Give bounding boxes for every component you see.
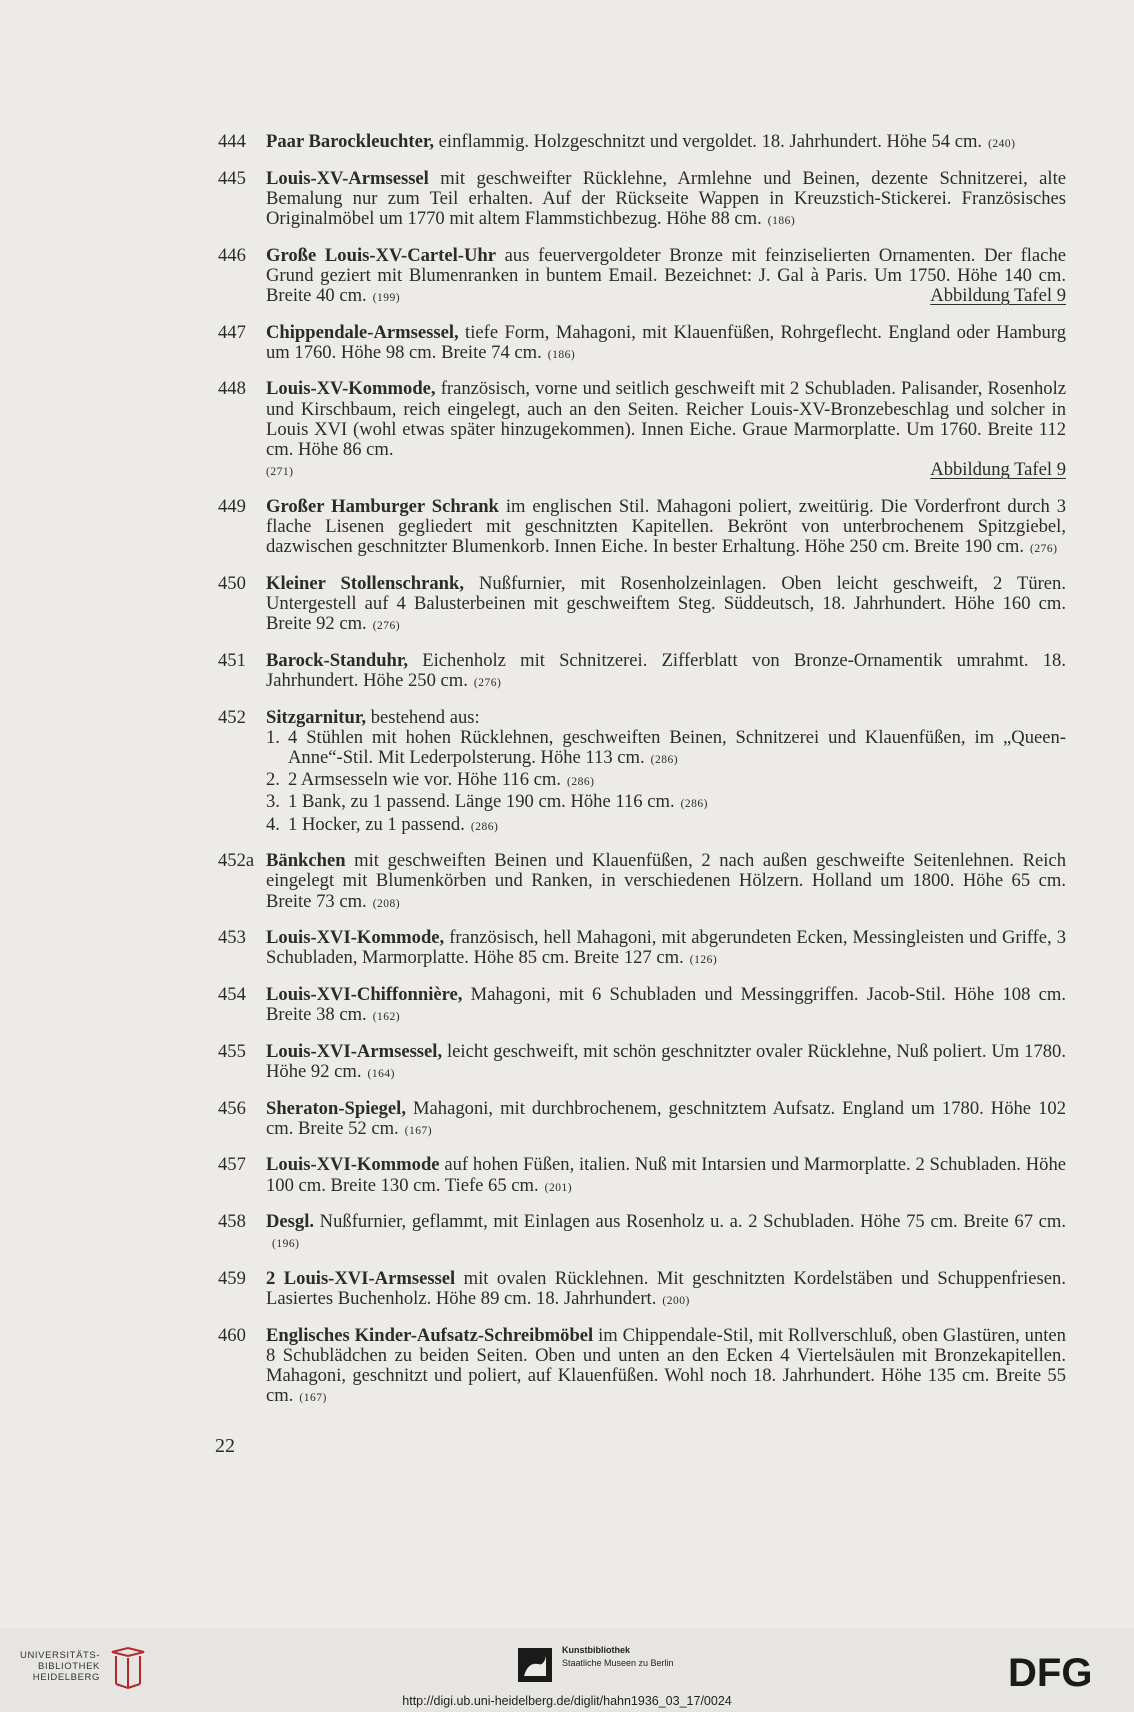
catalog-entry — [218, 708, 1066, 837]
sub-item-reference: (286) — [470, 820, 499, 833]
sub-item-number: 4. — [266, 813, 280, 835]
entry-number: 448 — [218, 378, 246, 400]
catalog-entry — [218, 497, 1066, 560]
entry-number: 450 — [218, 572, 246, 594]
entry-title: Großer Hamburger Schrank — [266, 495, 499, 517]
sub-item-text: 2 Armsesseln wie vor. Höhe 116 cm. — [288, 769, 562, 791]
sub-item-text: 1 Hocker, zu 1 passend. — [288, 813, 465, 835]
catalog-entry — [218, 1326, 1066, 1409]
catalog-entry — [218, 928, 1066, 970]
sub-item-reference: (286) — [680, 798, 709, 811]
entry-reference: (200) — [662, 1295, 690, 1308]
entry-reference: (164) — [367, 1068, 395, 1080]
entry-description: französisch, hell Mahagoni, mit abgerundeten Ecken, Messingleisten und Griffe, 3 Schubladen, Marmorplatte. Höhe 85 cm. Breite 127 cm. — [266, 927, 1066, 969]
entry-reference: (196) — [272, 1238, 300, 1251]
ub-text-line: HEIDELBERG — [32, 1672, 100, 1683]
ub-text-line: UNIVERSITÄTS- — [20, 1650, 101, 1661]
entry-number: 452 — [218, 706, 246, 728]
sub-item-reference: (286) — [567, 776, 595, 789]
entry-reference: (186) — [547, 348, 576, 361]
entry-reference: (167) — [404, 1124, 433, 1137]
entry-title: Chippendale-Armsessel, — [266, 321, 459, 343]
entry-title: Paar Barockleuchter, — [266, 131, 435, 152]
entry-title: Louis-XVI-Kommode, — [266, 927, 445, 949]
sub-item-reference: (286) — [650, 754, 679, 766]
entry-description: tiefe Form, Mahagoni, mit Klauenfüßen, Rohrgeflecht. England oder Hamburg um 1760. Höhe 98 cm. Breite 74 cm. — [266, 321, 1066, 363]
entry-title: Sitzgarnitur, — [266, 706, 367, 728]
sub-item-text: 4 Stühlen mit hohen Rücklehnen, geschweiften Beinen, Schnitzerei und Klauenfüßen, im „Queen-Anne“-Stil. Mit Lederpolsterung. Höhe 113 cm. — [288, 726, 1066, 768]
entry-number: 451 — [218, 649, 246, 671]
entry-description: leicht geschweift, mit schön geschnitzter ovaler Rücklehne, Nuß poliert. Um 1780. Höhe 92 cm. — [266, 1040, 1066, 1082]
entry-reference: (208) — [372, 897, 401, 910]
entry-number: 446 — [218, 244, 246, 266]
kunstbibliothek-text — [562, 1644, 674, 1670]
entry-number: 449 — [218, 495, 246, 517]
entry-number: 452a — [218, 850, 255, 872]
catalog-entry — [218, 379, 1066, 482]
entry-reference: (271) — [266, 466, 294, 479]
plate-reference: Abbildung Tafel 9 — [930, 460, 1066, 481]
entry-title: Bänkchen — [266, 850, 346, 872]
entry-number: 454 — [218, 984, 246, 1005]
entry-title: Barock-Standuhr, — [266, 649, 409, 671]
dfg-logo-text: DFG — [1008, 1654, 1093, 1690]
kb-subtitle: Staatliche Museen zu Berlin — [562, 1658, 674, 1668]
entry-title: Louis-XV-Armsessel — [266, 167, 429, 189]
sub-item-text: 1 Bank, zu 1 passend. Länge 190 cm. Höhe 116 cm. — [288, 791, 675, 813]
entry-title: Kleiner Stollenschrank, — [266, 572, 464, 594]
catalog-entry — [218, 1042, 1066, 1084]
entry-number: 458 — [218, 1211, 246, 1233]
entry-number: 453 — [218, 927, 246, 949]
catalog-entry — [218, 169, 1066, 232]
entry-description: mit ovalen Rücklehnen. Mit geschnitzten Kordelstäben und Schuppenfriesen. Lasiertes Buchenholz. Höhe 89 cm. 18. Jahrhundert. — [266, 1267, 1066, 1310]
entry-reference: (240) — [988, 138, 1016, 150]
catalog-entry — [218, 651, 1066, 693]
sub-item-number: 2. — [266, 769, 280, 791]
entry-description: mit geschweiften Beinen und Klauenfüßen, 2 nach außen geschweifte Seitenlehnen. Reich eingelegt mit Blumenkörben und Ranken, in verschiedenen Hölzern. Holland um 1800. Höhe 65 cm. Breite 73 cm. — [266, 850, 1066, 912]
entry-title: 2 Louis-XVI-Armsessel — [266, 1267, 456, 1289]
sub-item-number: 1. — [266, 726, 280, 748]
entry-number: 445 — [218, 167, 246, 189]
catalog-entry — [218, 1155, 1066, 1197]
entry-reference: (276) — [372, 620, 401, 633]
kunstbibliothek-mark-icon — [518, 1648, 552, 1682]
entry-description: mit geschweifter Rücklehne, Armlehne und Beinen, dezente Schnitzerei, alte Bemalung nur zum Teil erhalten. Auf der Rückseite Wappen in Kreuzstich-Stickerei. Französisches Originalmöbel um 1770 mit altem Flammstichbezug. Höhe 88 cm. — [266, 167, 1066, 229]
entry-description: bestehend aus: — [366, 706, 480, 728]
entry-reference: (201) — [544, 1181, 573, 1194]
entry-tail — [266, 460, 1066, 482]
entry-description: Nußfurnier, mit Rosenholzeinlagen. Oben leicht geschweift, 2 Türen. Untergestell auf 4 Balusterbeinen mit geschweiftem Steg. Süddeutsch, 18. Jahrhundert. Höhe 160 cm. Breite 92 cm. — [266, 572, 1067, 635]
entry-description: Mahagoni, mit 6 Schubladen und Messinggriffen. Jacob-Stil. Höhe 108 cm. Breite 38 cm. — [266, 984, 1066, 1026]
entry-title: Englisches Kinder-Aufsatz-Schreibmöbel — [266, 1324, 594, 1346]
dfg-logo[interactable] — [1008, 1654, 1118, 1690]
entry-title: Louis-XVI-Chiffonnière, — [266, 984, 463, 1005]
entry-description: Nußfurnier, geflammt, mit Einlagen aus Rosenholz u. a. 2 Schubladen. Höhe 75 cm. Breite 67 cm. — [314, 1211, 1066, 1233]
sub-item — [266, 792, 1066, 814]
entry-number: 444 — [218, 131, 246, 152]
entry-description: Eichenholz mit Schnitzerei. Zifferblatt von Bronze-Ornamentik umrahmt. 18. Jahrhundert. Höhe 250 cm. — [266, 649, 1066, 691]
catalog-entry — [218, 574, 1066, 637]
catalog-entry — [218, 132, 1066, 154]
entry-description: einflammig. Holzgeschnitzt und vergoldet. 18. Jahrhundert. Höhe 54 cm. — [434, 131, 983, 152]
entry-reference: (276) — [1029, 543, 1058, 556]
catalog-entry — [218, 851, 1066, 914]
entry-title: Louis-XVI-Armsessel, — [266, 1040, 443, 1062]
entry-description: aus feuervergoldeter Bronze mit feinziselierten Ornamenten. Der flache Grund geziert mit Blumenranken in buntem Email. Bezeichnet: J. Gal à Paris. Um 1750. Höhe 140 cm. Breite 40 cm. — [266, 244, 1066, 306]
entry-title: Louis-XV-Kommode, — [266, 378, 436, 400]
entry-title: Sheraton-Spiegel, — [266, 1097, 406, 1119]
catalog-entry — [218, 1212, 1066, 1254]
entry-reference: (276) — [473, 677, 502, 689]
catalog-entries — [218, 132, 1066, 1423]
entry-title: Louis-XVI-Kommode — [266, 1154, 440, 1176]
entry-title: Große Louis-XV-Cartel-Uhr — [266, 244, 497, 266]
plate-reference: Abbildung Tafel 9 — [930, 285, 1066, 306]
page-number: 22 — [215, 1435, 235, 1457]
entry-number: 447 — [218, 321, 246, 343]
entry-reference: (167) — [299, 1392, 327, 1405]
sub-item — [266, 770, 1066, 792]
entry-reference: (199) — [372, 292, 401, 304]
entry-description: Mahagoni, mit durchbrochenem, geschnitztem Aufsatz. England um 1780. Höhe 102 cm. Breite 52 cm. — [266, 1097, 1066, 1139]
entry-title: Desgl. — [266, 1211, 315, 1233]
sub-item — [266, 728, 1066, 770]
catalog-entry — [218, 323, 1066, 365]
ub-logo-text — [20, 1650, 100, 1683]
entry-number: 460 — [218, 1324, 246, 1346]
ub-emblem-icon — [108, 1646, 148, 1690]
catalog-entry — [218, 985, 1066, 1027]
entry-reference: (126) — [689, 954, 718, 967]
catalog-entry — [218, 1269, 1066, 1311]
entry-description: französisch, vorne und seitlich geschweift mit 2 Schubladen. Palisander, Rosenholz und Kirschbaum, reich eingelegt, auch an den Seiten. Reicher Louis-XV-Bronzebeschlag und solcher in Louis XVI (wohl etwas später hinzugekommen). Innen Eiche. Graue Marmorplatte. Um 1760. Breite 112 cm. Höhe 86 cm. — [266, 378, 1066, 460]
entry-number: 457 — [218, 1154, 246, 1176]
entry-number: 459 — [218, 1267, 246, 1289]
page-url[interactable]: http://digi.ub.uni-heidelberg.de/diglit/hahn1936_03_17/0024 — [402, 1694, 732, 1708]
sub-item — [266, 815, 1066, 837]
viewer-footer — [0, 1628, 1134, 1712]
entry-description: im englischen Stil. Mahagoni poliert, zweitürig. Die Vorderfront durch 3 flache Lisenen gegliedert mit geschnitzten Kapitellen. Bekrönt von unterbrochenem Spitzgiebel, dazwischen geschnitzter Blumenkorb. Innen Eiche. In bester Erhaltung. Höhe 250 cm. Breite 190 cm. — [266, 495, 1066, 558]
entry-description: auf hohen Füßen, italien. Nuß mit Intarsien und Marmorplatte. 2 Schubladen. Höhe 100 cm. Breite 130 cm. Tiefe 65 cm. — [266, 1154, 1066, 1196]
entry-number: 456 — [218, 1097, 246, 1119]
entry-number: 455 — [218, 1040, 246, 1062]
entry-reference: (186) — [767, 215, 796, 227]
catalog-entry — [218, 1099, 1066, 1141]
kb-title: Kunstbibliothek — [562, 1645, 630, 1655]
catalog-entry — [218, 246, 1066, 309]
ub-text-line: BIBLIOTHEK — [38, 1661, 100, 1672]
entry-description: im Chippendale-Stil, mit Rollverschluß, oben Glastüren, unten 8 Schublädchen zu beiden Seiten. Oben und unten an den Ecken 4 Viertelsäulen mit Bronzekapitellen. Mahagoni, geschnitzt und poliert, auf Klauenfüßen. Wohl noch 18. Jahrhundert. Höhe 135 cm. Breite 55 cm. — [266, 1324, 1066, 1407]
entry-reference: (162) — [372, 1011, 401, 1024]
ub-heidelberg-logo[interactable] — [20, 1650, 140, 1683]
sub-item-number: 3. — [266, 791, 280, 813]
